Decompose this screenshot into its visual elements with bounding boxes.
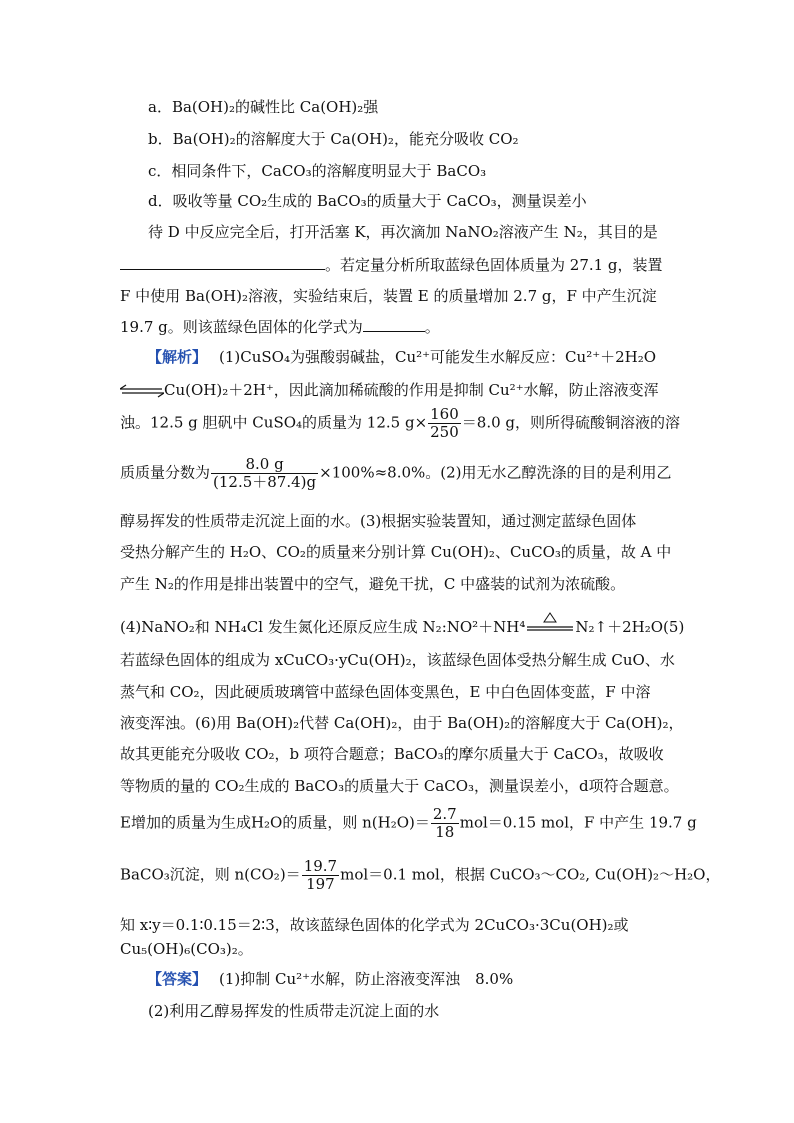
option-b: b．Ba(OH)₂的溶解度大于 Ca(OH)₂，能充分吸收 CO₂ [148, 130, 519, 148]
fraction-160-250: $\frac{160}{250}$ [430, 405, 459, 441]
question-line-2: 。若定量分析所取蓝绿色固体质量为 27.1 g，装置 [120, 255, 663, 274]
analysis-line-17: Cu₅(OH)₆(CO₃)₂。 [120, 940, 253, 958]
answer-tag: 【答案】 [147, 970, 208, 988]
question-line-3: F 中使用 Ba(OH)₂溶液，实验结束后，装置 E 的质量增加 2.7 g，F 中产生沉淀 [120, 287, 657, 305]
analysis-tag: 【解析】 [147, 348, 208, 366]
analysis-line-4: 质质量分数为 $\frac{8.0 g}{(12.5+87.4)g}$ ×100%≈8.0%。(2)用无水乙醇洗涤的目的是利用乙 [120, 455, 672, 491]
analysis-line-10: 蒸气和 CO₂，因此硬质玻璃管中蓝绿色固体变黑色，E 中白色固体变蓝，F 中溶 [120, 683, 651, 701]
analysis-line-8: (4)NaNO₂和 NH₄Cl 发生氮化还原反应生成 N₂:NO²＋NH⁴ N₂↑＋2H₂O(5) [120, 612, 684, 636]
analysis-line-11: 液变浑浊。(6)用 Ba(OH)₂代替 Ca(OH)₂，由于 Ba(OH)₂的溶解度大于 Ca(OH)₂， [120, 714, 684, 732]
analysis-line-3: 浊。12.5 g 胆矾中 CuSO₄的质量为 12.5 g× $\frac{160}{250}$ ＝8.0 g，则所得硫酸铜溶液的溶 [120, 405, 681, 441]
heat-arrow-icon [525, 612, 575, 634]
answer-line-2: (2)利用乙醇易挥发的性质带走沉淀上面的水 [148, 1002, 440, 1020]
analysis-line-2: Cu(OH)₂＋2H⁺，因此滴加稀硫酸的作用是抑制 Cu²⁺水解，防止溶液变浑 [120, 381, 659, 400]
question-line-1: 待 D 中反应完全后，打开活塞 K，再次滴加 NaNO₂溶液产生 N₂，其目的是 [148, 223, 658, 241]
option-a: a．Ba(OH)₂的碱性比 Ca(OH)₂强 [148, 98, 379, 116]
answer-blank [120, 255, 325, 270]
analysis-line-12: 故其更能充分吸收 CO₂，b 项符合题意；BaCO₃的摩尔质量大于 CaCO₃，故吸收 [120, 745, 664, 763]
analysis-line-14: E增加的质量为生成H₂O的质量，则 n(H₂O)＝ $\frac{2.7}{18}$ mol＝0.15 mol，F 中产生 19.7 g [120, 805, 697, 841]
option-d: d．吸收等量 CO₂生成的 BaCO₃的质量大于 CaCO₃，测量误差小 [148, 192, 587, 210]
analysis-line-5: 醇易挥发的性质带走沉淀上面的水。(3)根据实验装置知，通过测定蓝绿色固体 [120, 512, 637, 530]
analysis-line-15: BaCO₃沉淀，则 n(CO₂)＝ $\frac{19.7}{197}$ mol＝0.1 mol，根据 CuCO₃～CO₂, Cu(OH)₂～H₂O， [120, 857, 721, 893]
equilibrium-arrow-icon [120, 382, 164, 400]
option-c: c．相同条件下，CaCO₃的溶解度明显大于 BaCO₃ [148, 162, 487, 180]
analysis-line-13: 等物质的量的 CO₂生成的 BaCO₃的质量大于 CaCO₃，测量误差小，d项符合题意。 [120, 777, 679, 795]
analysis-line-6: 受热分解产生的 H₂O、CO₂的质量来分别计算 Cu(OH)₂、CuCO₃的质量，故 A 中 [120, 543, 672, 561]
analysis-line-16: 知 x∶y＝0.1∶0.15＝2∶3，故该蓝绿色固体的化学式为 2CuCO₃·3Cu(OH)₂或 [120, 916, 629, 934]
fraction-h2o: $\frac{2.7}{18}$ [432, 805, 457, 841]
question-line-4: 19.7 g。则该蓝绿色固体的化学式为 。 [120, 318, 440, 336]
answer-line-1: 【答案】 (1)抑制 Cu²⁺水解，防止溶液变浑浊 8.0% [147, 970, 514, 988]
analysis-line-9: 若蓝绿色固体的组成为 xCuCO₃·yCu(OH)₂，该蓝绿色固体受热分解生成 CuO、水 [120, 651, 675, 669]
fraction-co2: $\frac{19.7}{197}$ [303, 857, 338, 893]
fraction-mass-percent: $\frac{8.0 g}{(12.5+87.4)g}$ [213, 455, 317, 491]
formula-blank [363, 317, 425, 332]
analysis-line-1: 【解析】 (1)CuSO₄为强酸弱碱盐，Cu²⁺可能发生水解反应：Cu²⁺＋2H₂O [147, 348, 657, 366]
analysis-line-7: 产生 N₂的作用是排出装置中的空气，避免干扰，C 中盛装的试剂为浓硫酸。 [120, 575, 626, 593]
